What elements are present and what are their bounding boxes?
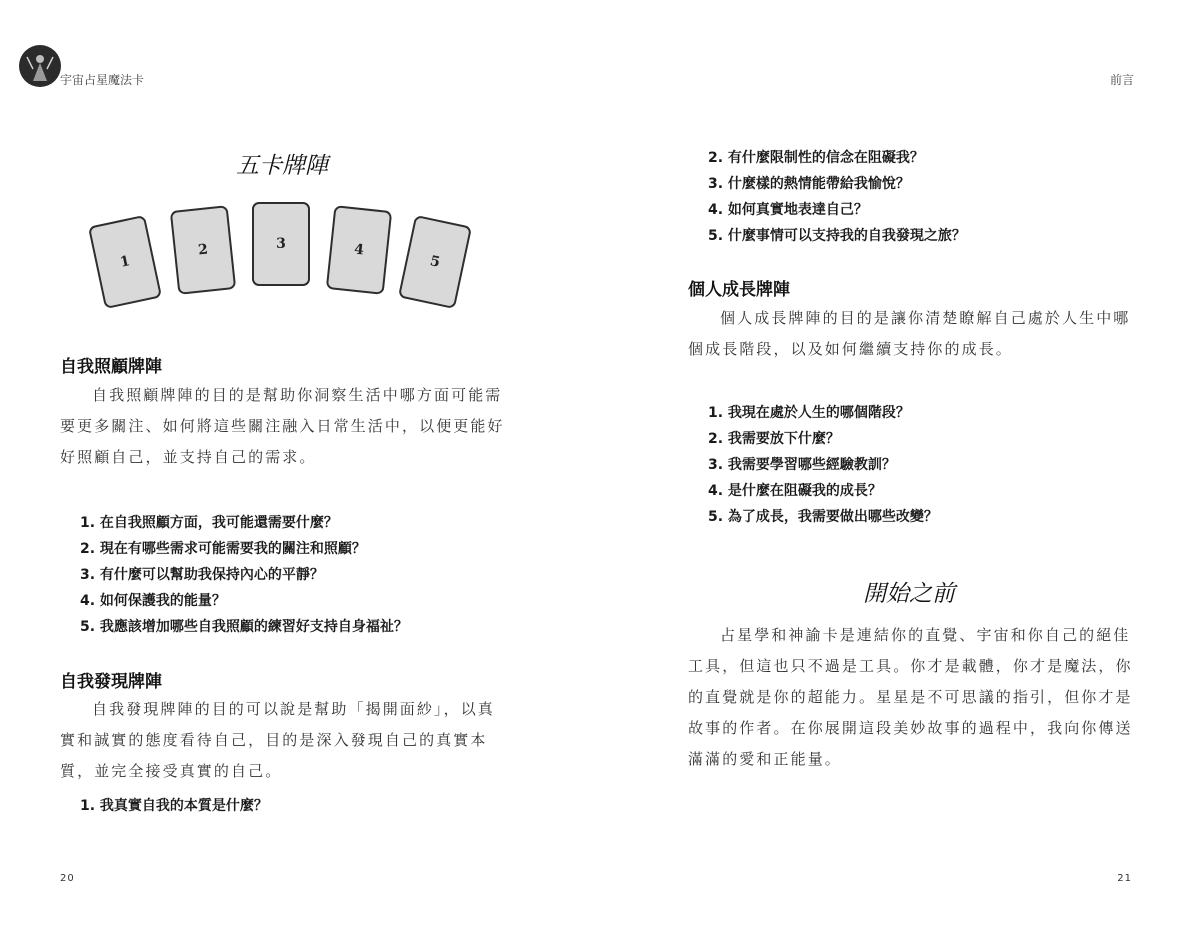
right-page (600, 0, 1199, 926)
before-start-title: 開始之前 (863, 581, 955, 607)
book-logo-icon (19, 45, 61, 87)
list-item: 3. 我需要學習哪些經驗教訓？ (708, 457, 896, 473)
list-item: 1. 在自我照顧方面，我可能還需要什麼？ (80, 515, 338, 531)
list-item: 3. 什麼樣的熱情能帶給我愉悅？ (708, 176, 910, 192)
self-discovery-paragraph: 自我發現牌陣的目的可以說是幫助「揭開面紗」，以真實和誠實的態度看待自己，目的是深入發現自己的真實本質，並完全接受真實的自己。 (60, 700, 495, 780)
spread-card-1 (88, 215, 162, 309)
spread-card-3 (252, 202, 310, 286)
spread-card-4 (326, 205, 392, 295)
personal-growth-question-list (708, 400, 938, 530)
running-header-book-title: 宇宙占星魔法卡 (60, 73, 145, 87)
running-header-chapter: 前言 (1109, 73, 1134, 87)
card-number: 3 (276, 236, 286, 252)
spread-card-5 (398, 215, 472, 309)
personal-growth-heading: 個人成長牌陣 (688, 280, 790, 300)
self-discovery-heading: 自我發現牌陣 (60, 672, 162, 692)
list-item: 1. 我現在處於人生的哪個階段？ (708, 405, 910, 421)
card-number: 2 (197, 241, 209, 259)
self-care-heading: 自我照顧牌陣 (60, 357, 162, 377)
five-card-spread-title: 五卡牌陣 (236, 153, 328, 179)
self-discovery-question-list (80, 793, 268, 819)
self-care-question-list (80, 510, 408, 640)
before-start-paragraph: 占星學和神諭卡是連結你的直覺、宇宙和你自己的絕佳工具，但這也只不過是工具。你才是載體，你才是魔法，你的直覺就是你的超能力。星星是不可思議的指引，但你才是故事的作者。在你展開這段美妙故事的過程中，我向你傳送滿滿的愛和正能量。 (688, 626, 1133, 768)
five-card-spread-diagram (88, 198, 478, 318)
list-item: 2. 有什麼限制性的信念在阻礙我？ (708, 150, 924, 166)
card-number: 5 (428, 253, 442, 271)
list-item: 4. 如何真實地表達自己？ (708, 202, 868, 218)
self-care-paragraph: 自我照顧牌陣的目的是幫助你洞察生活中哪方面可能需要更多關注、如何將這些關注融入日常生活中，以便更能好好照顧自己，並支持自己的需求。 (60, 386, 505, 466)
spread-card-2 (170, 205, 236, 295)
card-number: 4 (353, 241, 365, 259)
card-number: 1 (118, 253, 132, 271)
list-item: 4. 如何保護我的能量？ (80, 593, 226, 609)
page-number-left: 20 (60, 873, 75, 884)
list-item: 5. 為了成長，我需要做出哪些改變？ (708, 509, 938, 525)
list-item: 2. 現在有哪些需求可能需要我的關注和照顧？ (80, 541, 366, 557)
list-item: 2. 我需要放下什麼？ (708, 431, 840, 447)
list-item: 5. 什麼事情可以支持我的自我發現之旅？ (708, 228, 966, 244)
personal-growth-paragraph: 個人成長牌陣的目的是讓你清楚瞭解自己處於人生中哪個成長階段，以及如何繼續支持你的成長。 (688, 309, 1131, 358)
list-item: 3. 有什麼可以幫助我保持內心的平靜？ (80, 567, 324, 583)
list-item: 5. 我應該增加哪些自我照顧的練習好支持自身福祉？ (80, 619, 408, 635)
page-number-right: 21 (1117, 873, 1132, 884)
list-item: 1. 我真實自我的本質是什麼？ (80, 798, 268, 814)
self-discovery-question-list-continued (708, 145, 966, 249)
list-item: 4. 是什麼在阻礙我的成長？ (708, 483, 882, 499)
